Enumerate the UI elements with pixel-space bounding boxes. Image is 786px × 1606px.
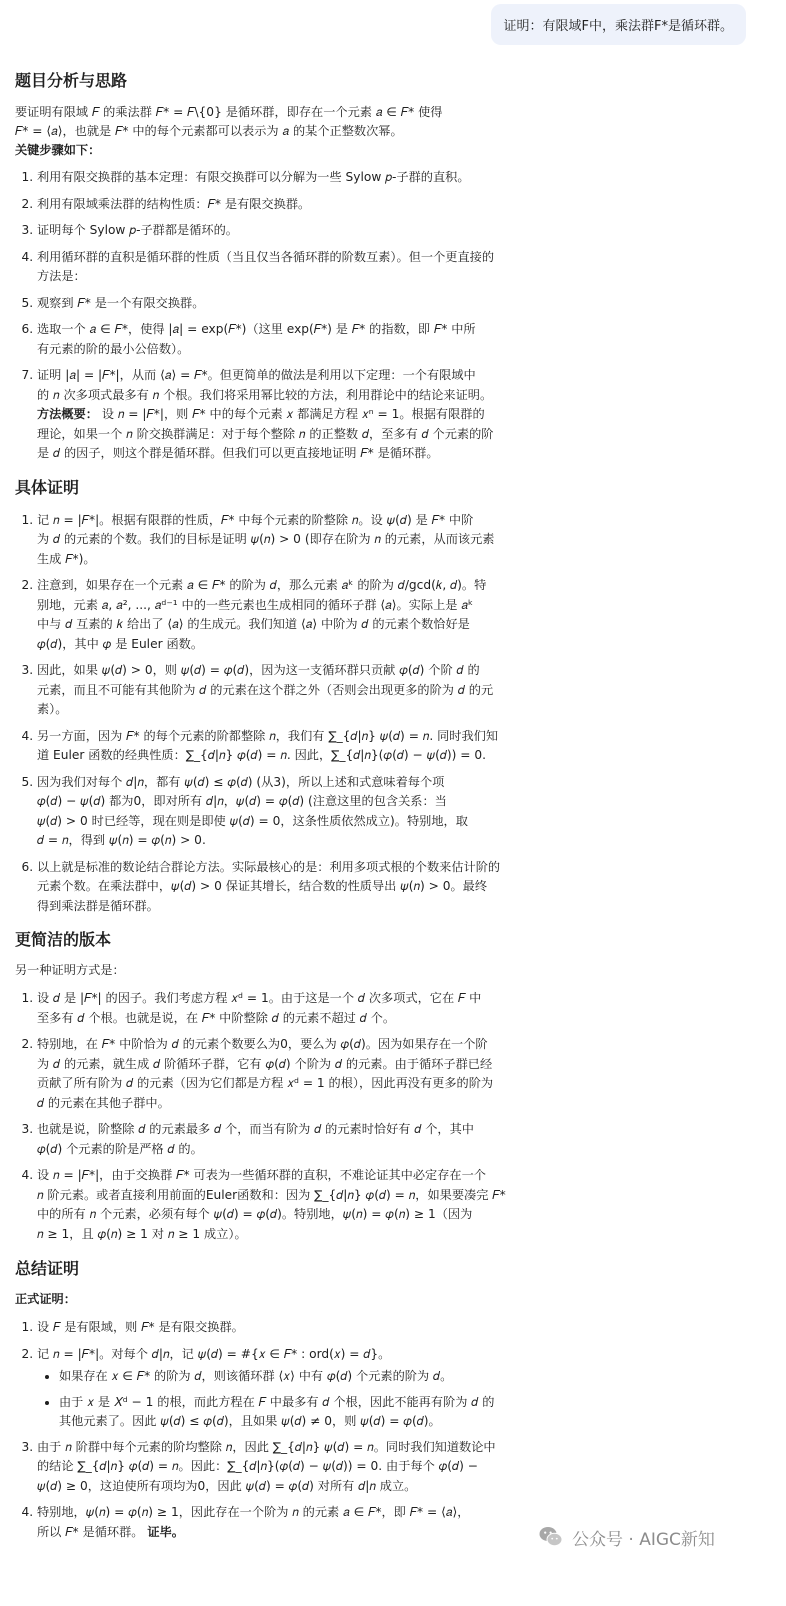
list-item (37, 773, 535, 851)
text-line: 𝜑(𝑑) − 𝜓(𝑑) 都为0，即对所有 𝑑|𝑛，𝜓(𝑑) = 𝜑(𝑑) (注意这里的包含关系：当 (37, 794, 447, 808)
text-line: 3. 由于 𝑛 阶群中每个元素的阶均整除 𝑛，因此 ∑_{𝑑|𝑛} 𝜓(𝑑) = 𝑛。同时我们知道数论中 (37, 1439, 496, 1454)
assistant-answer (15, 70, 535, 1542)
summary-steps (15, 1318, 535, 1542)
list-item (37, 1438, 535, 1497)
list-item (37, 1318, 535, 1338)
bullet-item (59, 1393, 535, 1432)
analysis-steps (15, 168, 535, 464)
wechat-icon (538, 1524, 564, 1550)
text-line: 理论，如果一个 𝑛 阶交换群满足：对于每个整除 𝑛 的正整数 𝑑，至多有 𝑑 个元素的阶 (37, 426, 494, 441)
text-line: 别地，元素 𝑎, 𝑎², ..., 𝑎ᵈ⁻¹ 中的一些元素也生成相同的循环子群 ⟨𝑎⟩。实际上是 𝑎ᵏ (37, 597, 474, 612)
text-line: 4. 另一方面，因为 𝐹* 的每个元素的阶都整除 𝑛，我们有 ∑_{𝑑|𝑛} 𝜓(𝑑) = 𝑛. 同时我们知 (37, 728, 499, 743)
text-line: 6. 以上就是标准的数论结合群论方法。实际最核心的是：利用多项式根的个数来估计阶的 (37, 859, 501, 874)
text-line: 1. 记 𝑛 = |𝐹*|。根据有限群的性质，𝐹* 中每个元素的阶整除 𝑛。设 𝜓(𝑑) 是 𝐹* 中阶 (37, 512, 474, 527)
text-line: • 由于 𝑥 是 𝑋ᵈ − 1 的根，而此方程在 𝐹 中最多有 𝑑 个根，因此不能再有阶为 𝑑 的 (59, 1394, 495, 1409)
list-item (37, 511, 535, 570)
section-heading-concise: 更简洁的版本 (15, 930, 112, 949)
text-line: 为 𝑑 的元素，就生成 𝑑 阶循环子群，它有 𝜑(𝑑) 个阶为 𝑑 的元素。由于循环子群已经 (37, 1056, 493, 1071)
list-item (37, 248, 535, 287)
list-item (37, 989, 535, 1028)
list-item (37, 576, 535, 654)
text-line: 1. 设 𝑑 是 |𝐹*| 的因子。我们考虑方程 𝑥ᵈ = 1。由于这是一个 𝑑 次多项式，它在 𝐹 中 (37, 991, 482, 1005)
text-line: 其他元素了。因此 𝜓(𝑑) ≤ 𝜑(𝑑)，且如果 𝜓(𝑑) ≠ 0，则 𝜓(𝑑) = 𝜑(𝑑)。 (59, 1414, 441, 1428)
text-line: 𝑛 阶元素。或者直接利用前面的Euler函数和：因为 ∑_{𝑑|𝑛} 𝜑(𝑑) = 𝑛，如果要凑完 𝐹* (37, 1187, 506, 1202)
sub-bullets (37, 1367, 535, 1432)
section-heading-summary: 总结证明 (15, 1259, 80, 1278)
list-item (37, 320, 535, 359)
text-line: 2. 注意到，如果存在一个元素 𝑎 ∈ 𝐹* 的阶为 𝑑，那么元素 𝑎ᵏ 的阶为 𝑑/gcd(𝑘, 𝑑)。特 (37, 578, 487, 592)
text-line: 的结论 ∑_{𝑑|𝑛} 𝜑(𝑑) = 𝑛。因此：∑_{𝑑|𝑛}(𝜑(𝑑) − 𝜓(𝑑)) = 0. 由于每个 𝜑(𝑑) − (37, 1459, 478, 1473)
text-line: 元素个数。在乘法群中，𝜓(𝑑) > 0 保证其增长，结合数的性质导出 𝜓(𝑛) > 0。最终 (37, 879, 488, 893)
text-span: 设 𝑛 = |𝐹*|，则 𝐹* 中的每个元素 𝑥 都满足方程 𝑥ⁿ = 1。根据有限群的 (101, 407, 485, 421)
watermark-text: 公众号 · AIGC新知 (572, 1529, 715, 1550)
list-item (37, 1120, 535, 1159)
text-line: 2. 特别地，在 𝐹* 中阶恰为 𝑑 的元素个数要么为0，要么为 𝜑(𝑑)。因为如果存在一个阶 (37, 1037, 488, 1051)
method-label: 方法概要： (37, 407, 98, 421)
section-heading-analysis: 题目分析与思路 (15, 71, 128, 90)
text-line: 5. 观察到 𝐹* 是一个有限交换群。 (37, 295, 205, 310)
text-line: 𝜓(𝑑) ≥ 0，这迫使所有项均为0，因此 𝜓(𝑑) = 𝜑(𝑑) 对所有 𝑑|𝑛 成立。 (37, 1478, 417, 1493)
text-line: 5. 因为我们对每个 𝑑|𝑛，都有 𝜓(𝑑) ≤ 𝜑(𝑑) (从3)，所以上述和式意味着每个项 (37, 774, 445, 789)
text-line: 2. 记 𝑛 = |𝐹*|。对每个 𝑑|𝑛，记 𝜓(𝑑) = #{𝑥 ∈ 𝐹* : ord(𝑥) = 𝑑}。 (37, 1346, 391, 1361)
text-line: 2. 利用有限域乘法群的结构性质：𝐹* 是有限交换群。 (37, 196, 311, 211)
list-item (37, 661, 535, 720)
text-line: 6. 选取一个 𝑎 ∈ 𝐹*，使得 |𝑎| = exp(𝐹*)（这里 exp(𝐹*) 是 𝐹* 的指数，即 𝐹* 中所 (37, 322, 476, 336)
list-item (37, 168, 535, 188)
text-line: 𝑑 的元素在其他子群中。 (37, 1095, 170, 1110)
text-line: • 如果存在 𝑥 ∈ 𝐹* 的阶为 𝑑，则该循环群 ⟨𝑥⟩ 中有 𝜑(𝑑) 个元素的阶为 𝑑。 (59, 1369, 453, 1383)
text-line: 𝜓(𝑑) > 0 时已经等，现在则是即使 𝜓(𝑑) = 0，这条性质依然成立)。特别地，取 (37, 813, 468, 828)
text-line: 至多有 𝑑 个根。也就是说，在 𝐹* 中阶整除 𝑑 的元素不超过 𝑑 个。 (37, 1010, 396, 1025)
text-line: 3. 因此，如果 𝜓(𝑑) > 0，则 𝜓(𝑑) = 𝜑(𝑑)，因为这一支循环群只贡献 𝜑(𝑑) 个阶 𝑑 的 (37, 663, 480, 677)
section-heading-proof: 具体证明 (15, 477, 80, 497)
text-line: 4. 利用循环群的直积是循环群的性质（当且仅当各循环群的阶数互素）。但一个更直接的 (37, 249, 495, 264)
text-line: 中的所有 𝑛 个元素，必须有每个 𝜓(𝑑) = 𝜑(𝑑)。特别地，𝜓(𝑛) = 𝜑(𝑛) ≥ 1（因为 (37, 1207, 473, 1221)
text-line: 𝑛 ≥ 1，且 𝜑(𝑛) ≥ 1 对 𝑛 ≥ 1 成立）。 (37, 1226, 247, 1241)
list-item (37, 1345, 535, 1432)
text-line: 元素，而且不可能有其他阶为 𝑑 的元素在这个群之外（否则会出现更多的阶为 𝑑 的元 (37, 682, 494, 697)
list-item (37, 195, 535, 215)
concise-steps (15, 989, 535, 1244)
list-item (37, 366, 535, 464)
text-line: 的 𝑛 次多项式最多有 𝑛 个根。我们将采用幂比较的方法，利用群论中的结论来证明。 (37, 387, 493, 402)
formal-proof-label: 正式证明： (15, 1292, 76, 1306)
list-item (37, 1503, 535, 1542)
text-line: 素）。 (37, 702, 68, 716)
text-line: 3. 也就是说，阶整除 𝑑 的元素最多 𝑑 个，而当有阶为 𝑑 的元素时恰好有 𝑑 个，其中 (37, 1122, 474, 1136)
list-item (37, 221, 535, 241)
text-line: 得到乘法群是循环群。 (37, 898, 159, 913)
text-line: 4. 特别地，𝜓(𝑛) = 𝜑(𝑛) ≥ 1，因此存在一个阶为 𝑛 的元素 𝑎 ∈ 𝐹*，即 𝐹* = ⟨𝑎⟩， (37, 1505, 470, 1519)
text-line: 道 Euler 函数的经典性质：∑_{𝑑|𝑛} 𝜑(𝑑) = 𝑛. 因此，∑_{𝑑|𝑛}(𝜑(𝑑) − 𝜓(𝑑)) = 0. (37, 748, 487, 762)
text-line: 是 𝑑 的因子，则这个群是循环群。但我们可以更直接地证明 𝐹* 是循环群。 (37, 446, 439, 460)
text-line: 4. 设 𝑛 = |𝐹*|，由于交换群 𝐹* 可表为一些循环群的直积，不难论证其中必定存在一个 (37, 1168, 486, 1182)
list-item (37, 858, 535, 917)
watermark (538, 1524, 715, 1550)
list-item (37, 294, 535, 314)
text-line: 贡献了所有阶为 𝑑 的元素（因为它们都是方程 𝑥ᵈ = 1 的根），因此再没有更多的阶为 (37, 1076, 494, 1090)
list-item (37, 1035, 535, 1113)
text-line: 中与 𝑑 互素的 𝑘 给出了 ⟨𝑎⟩ 的生成元。我们知道 ⟨𝑎⟩ 中阶为 𝑑 的元素个数恰好是 (37, 617, 470, 631)
text-line: 为 𝑑 的元素的个数。我们的目标是证明 𝜓(𝑛) > 0 (即存在阶为 𝑛 的元素，从而该元素 (37, 532, 495, 546)
text-line: 𝜑(𝑑) 个元素的阶是严格 𝑑 的。 (37, 1141, 203, 1156)
text-line (37, 1523, 535, 1543)
list-item (37, 1166, 535, 1244)
list-item (37, 727, 535, 766)
text-line: 3. 证明每个 Sylow 𝑝-子群都是循环的。 (37, 223, 238, 237)
bullet-item (59, 1367, 535, 1387)
qed-label: 证毕。 (147, 1524, 184, 1539)
proof-steps (15, 511, 535, 917)
text-line: 𝜑(𝑑)，其中 𝜑 是 Euler 函数。 (37, 636, 204, 651)
intro-line: 要证明有限域 𝐹 的乘法群 𝐹* = 𝐹\{0} 是循环群，即存在一个元素 𝑎 ∈ 𝐹* 使得 (15, 105, 443, 119)
text-line (37, 405, 535, 425)
text-line: 𝑑 = 𝑛，得到 𝜓(𝑛) = 𝜑(𝑛) > 0. (37, 833, 206, 847)
text-span: 所以 𝐹* 是循环群。 (37, 1524, 144, 1539)
intro-line: 𝐹* = ⟨𝑎⟩，也就是 𝐹* 中的每个元素都可以表示为 𝑎 的某个正整数次幂。 (15, 124, 403, 138)
text-line: 方法是： (37, 269, 86, 283)
text-line: 1. 设 𝐹 是有限域，则 𝐹* 是有限交换群。 (37, 1320, 244, 1334)
text-line: 1. 利用有限交换群的基本定理：有限交换群可以分解为一些 Sylow 𝑝-子群的直积。 (37, 170, 470, 184)
concise-intro: 另一种证明方式是： (15, 963, 125, 977)
text-line: 生成 𝐹*)。 (37, 551, 96, 566)
text-line: 有元素的阶的最小公倍数）。 (37, 341, 190, 356)
user-message-bubble (491, 4, 746, 45)
key-steps-label: 关键步骤如下： (15, 143, 101, 157)
user-message-text: 证明：有限域F中，乘法群F*是循环群。 (503, 19, 733, 34)
text-line: 7. 证明 |𝑎| = |𝐹*|，从而 ⟨𝑎⟩ = 𝐹*。但更简单的做法是利用以下定理：一个有限域中 (37, 368, 476, 382)
